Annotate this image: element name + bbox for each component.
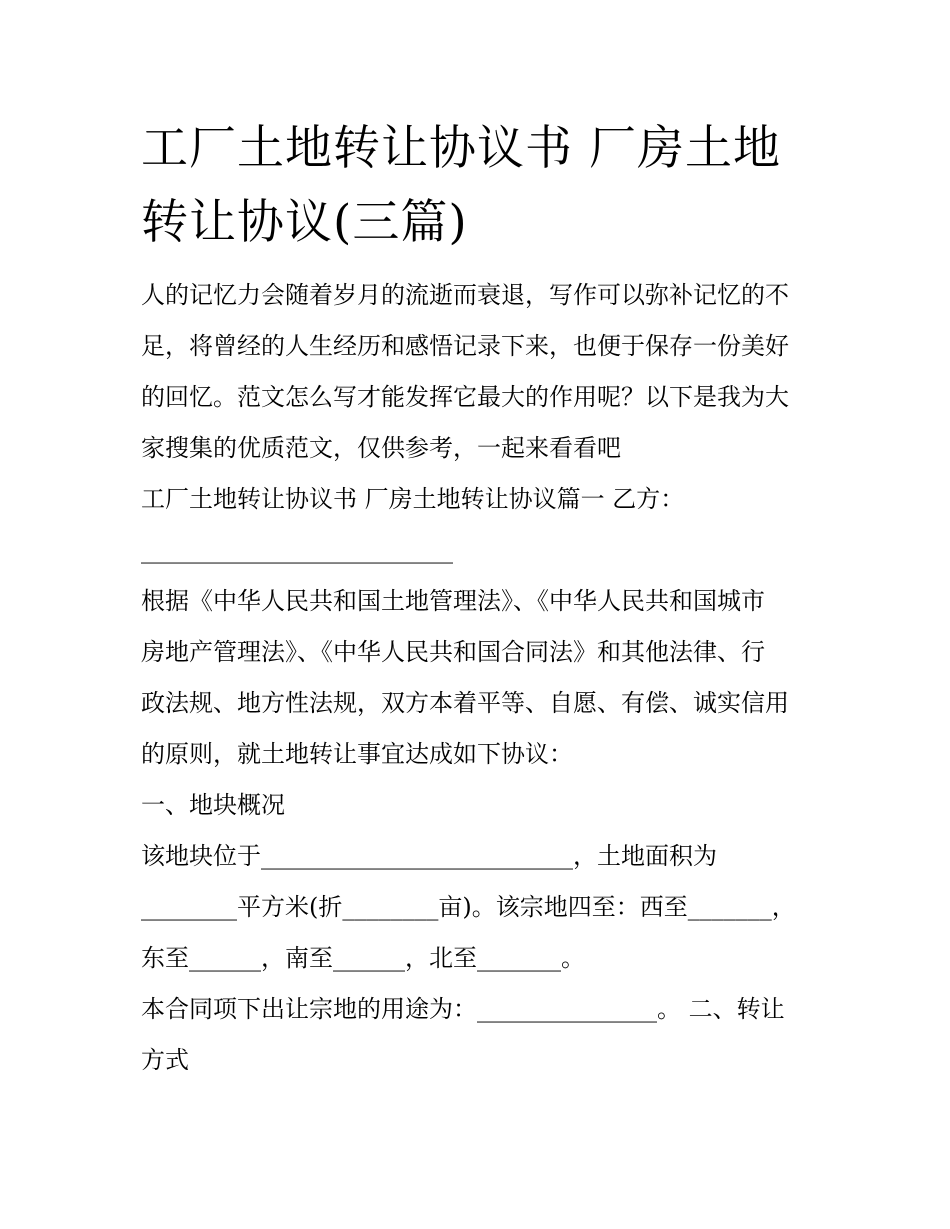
paragraph-line: 东至______，南至______，北至_______。 — [141, 944, 585, 972]
clause-heading: 一、地块概况 — [141, 791, 285, 819]
paragraph-line: 政法规、地方性法规，双方本着平等、自愿、有偿、诚实信用 — [141, 689, 789, 717]
paragraph-line: 本合同项下出让宗地的用途为：_______________。 二、转让 — [141, 995, 785, 1023]
intro-line: 足，将曾经的人生经历和感悟记录下来，也便于保存一份美好 — [141, 332, 789, 360]
paragraph-line: ________平方米(折________亩)。该宗地四至：西至_______， — [141, 893, 796, 921]
paragraph-line: 根据《中华人民共和国土地管理法》、《中华人民共和国城市 — [141, 587, 765, 615]
title-line: 工厂土地转让协议书 厂房土地 — [141, 121, 781, 176]
document-body — [141, 270, 813, 1086]
section-heading-line: 工厂土地转让协议书 厂房土地转让协议篇一 乙方： — [141, 485, 685, 513]
intro-line: 的回忆。范文怎么写才能发挥它最大的作用呢？以下是我为大 — [141, 383, 789, 411]
paragraph-line: 房地产管理法》、《中华人民共和国合同法》和其他法律、行 — [141, 638, 765, 666]
intro-line: 人的记忆力会随着岁月的流逝而衰退，写作可以弥补记忆的不 — [141, 281, 789, 309]
paragraph-line: 该地块位于__________________________，土地面积为 — [141, 842, 717, 870]
document-page — [141, 112, 813, 1086]
title-line: 转让协议(三篇) — [141, 195, 468, 250]
document-title — [141, 112, 813, 260]
paragraph-line: 的原则，就土地转让事宜达成如下协议： — [141, 740, 573, 768]
intro-line: 家搜集的优质范文，仅供参考，一起来看看吧 — [141, 434, 621, 462]
paragraph-line: 方式 — [141, 1046, 189, 1074]
blank-field-line: __________________________ — [141, 536, 453, 564]
